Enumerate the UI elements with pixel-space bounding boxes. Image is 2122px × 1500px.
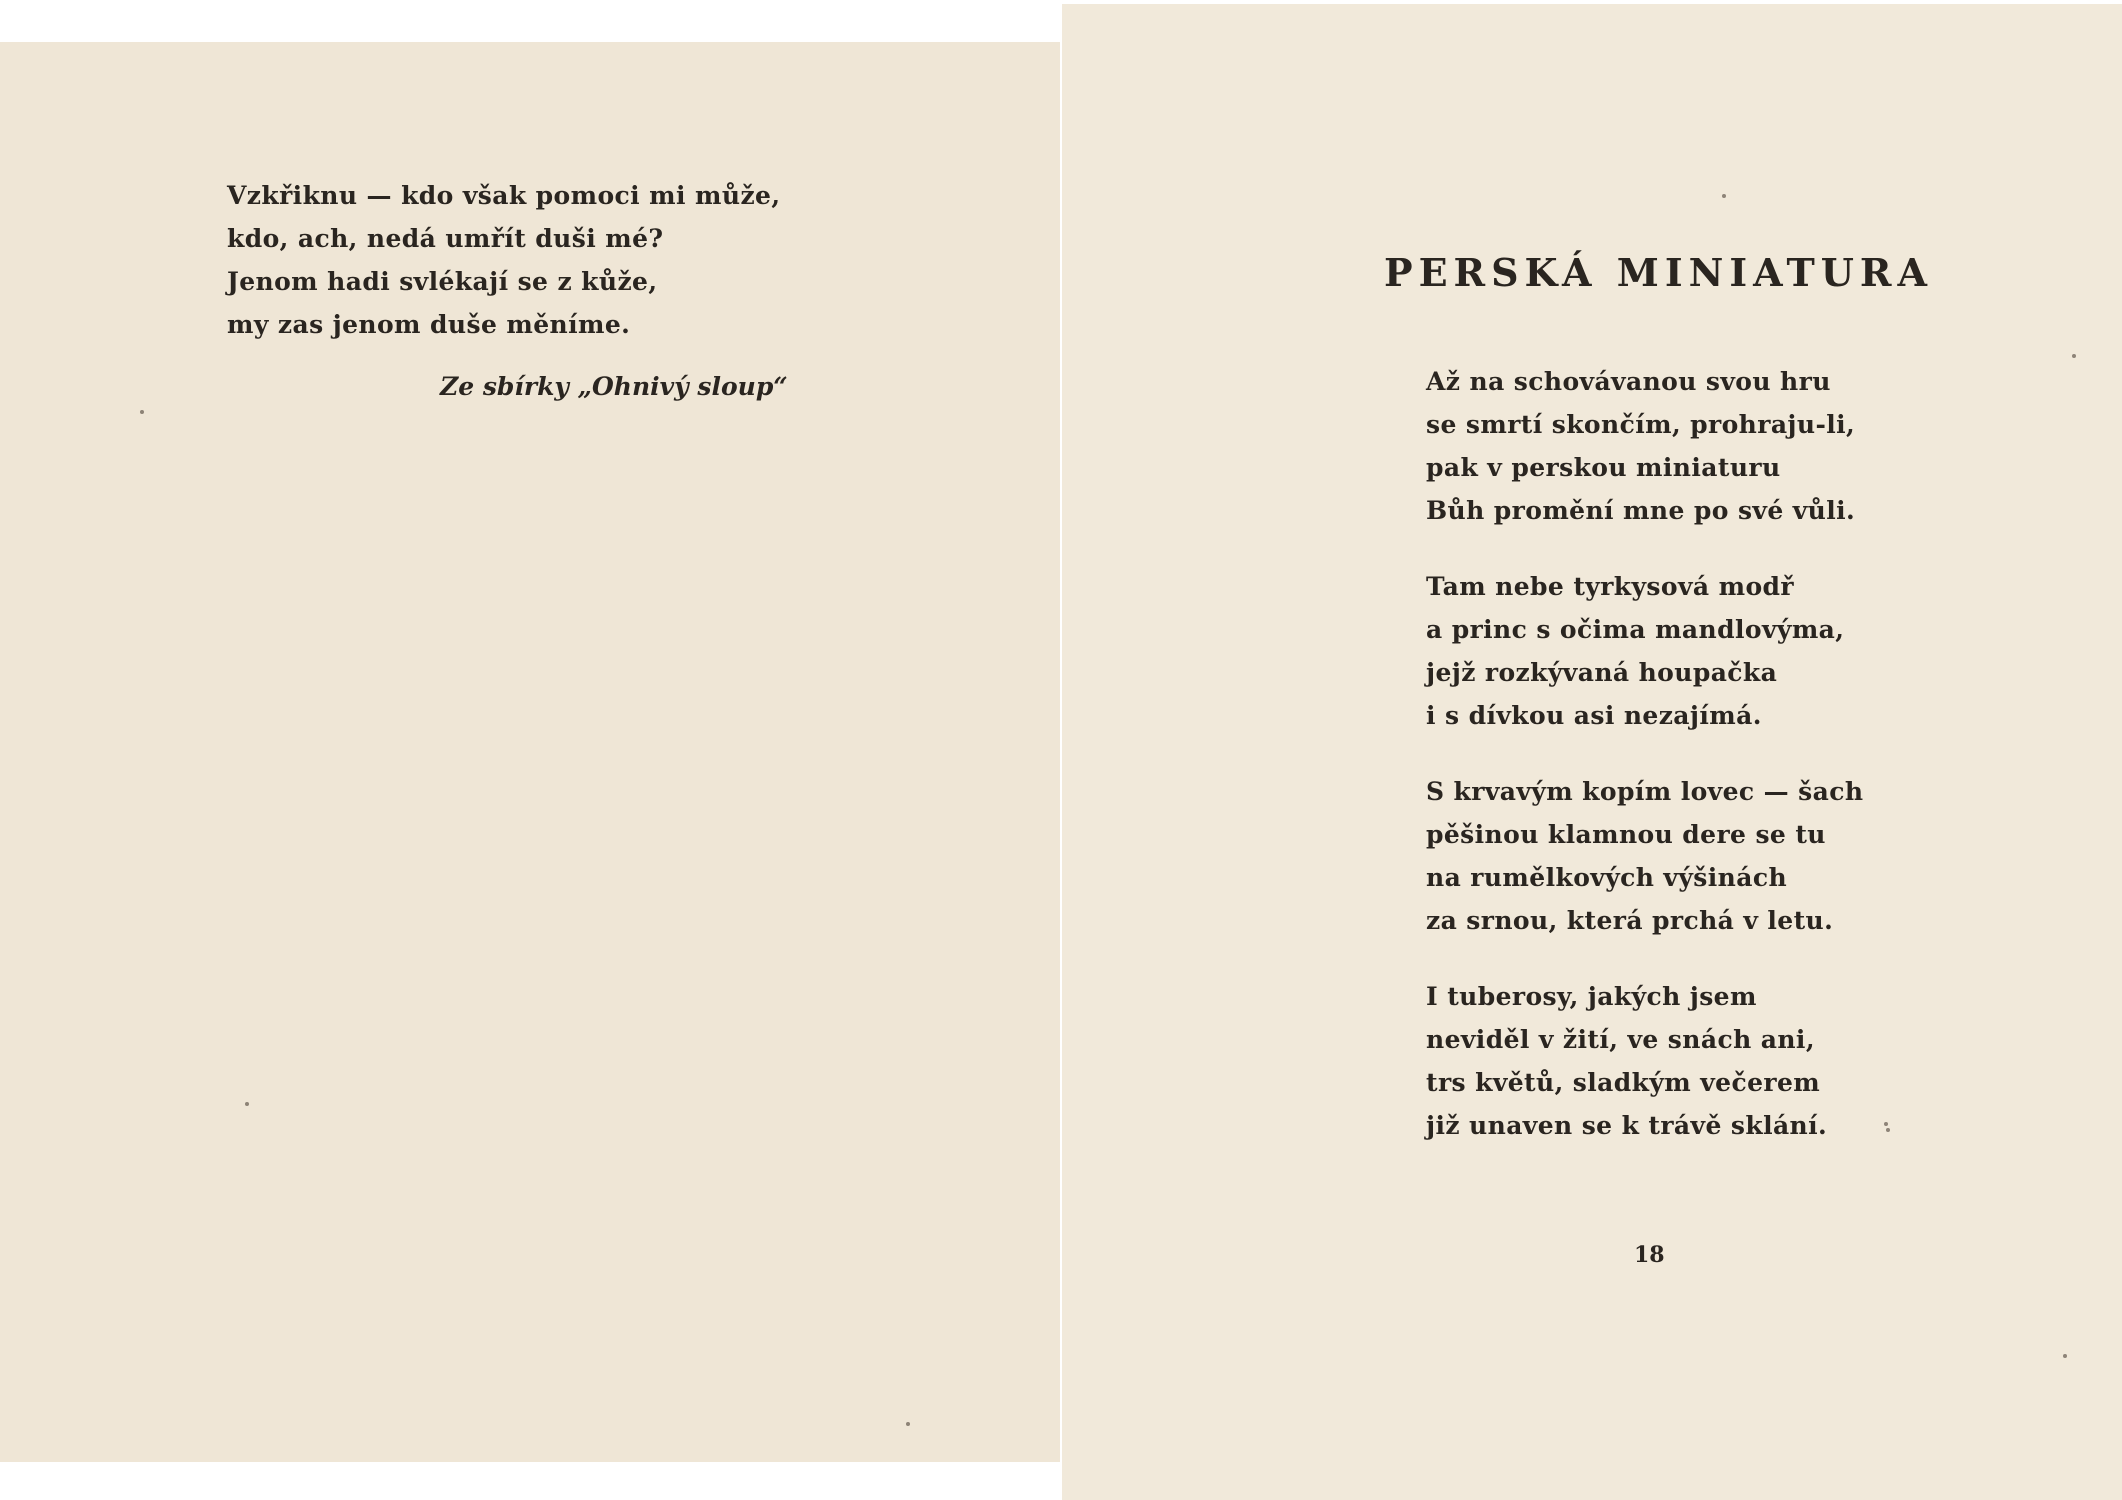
poem-line: na rumělkových výšinách xyxy=(1426,863,1788,892)
poem-title: PERSKÁ MINIATURA xyxy=(1384,250,1933,295)
poem-line: již unaven se k trávě sklání. xyxy=(1426,1111,1828,1140)
poem-line: my zas jenom duše měníme. xyxy=(227,310,631,339)
poem-line: Až na schovávanou svou hru xyxy=(1426,367,1831,396)
right-page xyxy=(1062,4,2122,1500)
poem-line: pěšinou klamnou dere se tu xyxy=(1426,820,1826,849)
poem-line: Jenom hadi svlékají se z kůže, xyxy=(227,267,658,296)
poem-line: neviděl v žití, ve snách ani, xyxy=(1426,1025,1815,1054)
poem-line: Bůh promění mne po své vůli. xyxy=(1426,496,1856,525)
paper-speck xyxy=(2063,1354,2067,1358)
paper-speck xyxy=(140,410,144,414)
source-attribution: Ze sbírky „Ohnivý sloup“ xyxy=(440,372,788,401)
paper-speck xyxy=(2072,354,2076,358)
stanza xyxy=(1426,565,1863,737)
poem-body xyxy=(1426,360,1863,1180)
poem-line: jejž rozkývaná houpačka xyxy=(1426,658,1778,687)
poem-line: pak v perskou miniaturu xyxy=(1426,453,1781,482)
paper-speck xyxy=(1722,194,1726,198)
page-number: 18 xyxy=(1634,1242,1665,1268)
poem-line: I tuberosy, jakých jsem xyxy=(1426,982,1757,1011)
poem-line: trs květů, sladkým večerem xyxy=(1426,1068,1821,1097)
poem-line: i s dívkou asi nezajímá. xyxy=(1426,701,1762,730)
paper-speck xyxy=(906,1422,910,1426)
poem-ending xyxy=(227,174,780,346)
stanza xyxy=(1426,360,1863,532)
paper-speck xyxy=(245,1102,249,1106)
left-page xyxy=(0,42,1060,1462)
paper-speck xyxy=(1886,1128,1890,1132)
poem-line: se smrtí skončím, prohraju-li, xyxy=(1426,410,1856,439)
poem-line: S krvavým kopím lovec — šach xyxy=(1426,777,1864,806)
paper-speck xyxy=(1884,1122,1888,1126)
poem-line: Vzkřiknu — kdo však pomoci mi může, xyxy=(227,181,781,210)
poem-line: Tam nebe tyrkysová modř xyxy=(1426,572,1794,601)
poem-line: a princ s očima mandlovýma, xyxy=(1426,615,1845,644)
stanza xyxy=(1426,770,1863,942)
poem-line: kdo, ach, nedá umřít duši mé? xyxy=(227,224,664,253)
poem-line: za srnou, která prchá v letu. xyxy=(1426,906,1834,935)
stanza xyxy=(1426,975,1863,1147)
